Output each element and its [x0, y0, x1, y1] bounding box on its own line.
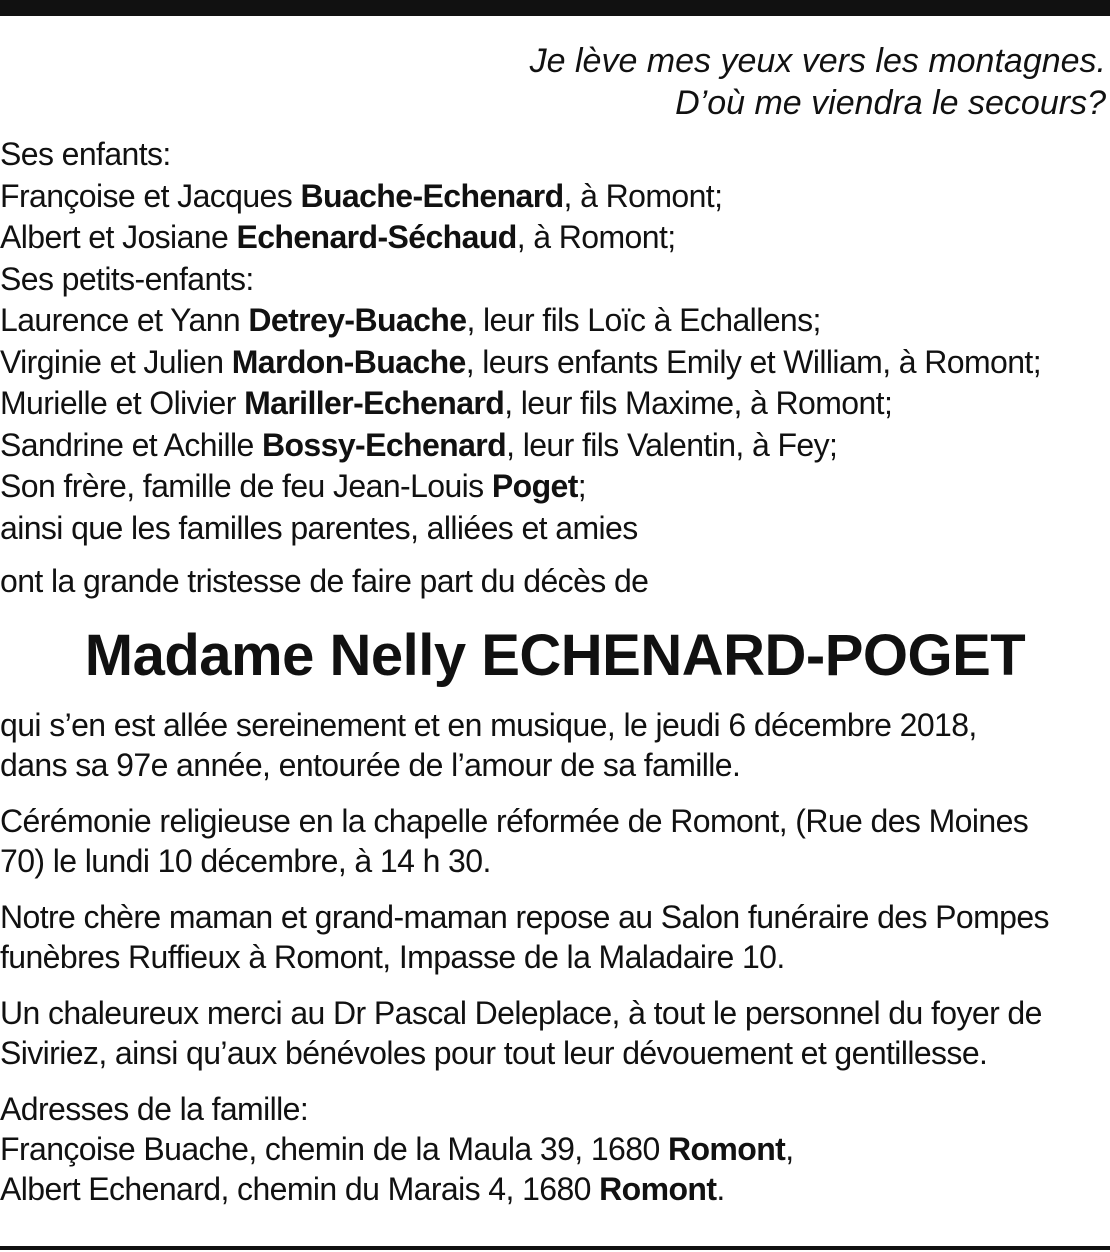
child-entry: [0, 217, 1110, 259]
children-heading: Ses enfants:: [0, 136, 171, 172]
brother-surname: Poget: [491, 468, 578, 504]
grandchild-surname: Detrey-Buache: [248, 302, 467, 338]
death-paragraph: [0, 705, 1110, 785]
brother-entry: [0, 466, 1110, 508]
address-entry: [0, 1169, 1110, 1209]
child-entry: [0, 176, 1110, 218]
verse-line-1: Je lève mes yeux vers les montagnes.: [529, 42, 1106, 80]
thanks-line-2: Siviriez, ainsi qu’aux bénévoles pour tout leur dévouement et gentillesse.: [0, 1034, 988, 1071]
families-line: ainsi que les familles parentes, alliées et amies: [0, 509, 638, 546]
deceased-name: Madame Nelly ECHENARD-POGET: [84, 622, 1026, 688]
verse-quote: [0, 40, 1110, 124]
rest-line-2: funèbres Ruffieux à Romont, Impasse de la Maladaire 10.: [0, 938, 785, 975]
child-place: , à Romont;: [516, 219, 676, 255]
address-text: Albert Echenard, chemin du Marais 4, 1680: [0, 1170, 600, 1207]
announcement-line: ont la grande tristesse de faire part du décès de: [0, 563, 649, 599]
child-place: , à Romont;: [563, 177, 723, 214]
grandchild-surname: Bossy-Echenard: [261, 426, 507, 463]
grandchild-names: Laurence et Yann: [0, 302, 249, 338]
grandchild-surname: Mardon-Buache: [231, 343, 466, 380]
addresses-heading: Adresses de la famille:: [0, 1090, 309, 1127]
grandchild-entry: [0, 383, 1110, 425]
ceremony-line-2: 70) le lundi 10 décembre, à 14 h 30.: [0, 842, 491, 879]
grandchildren-heading: Ses petits-enfants:: [0, 260, 254, 297]
obituary-notice: [0, 40, 1110, 1209]
grandchild-details: , leur fils Loïc à Echallens;: [466, 302, 821, 338]
grandchild-surname: Mariller-Echenard: [244, 385, 505, 421]
verse-line-2: D’où me viendra le secours?: [675, 84, 1106, 122]
grandchild-entry: [0, 342, 1110, 384]
grandchild-names: Virginie et Julien: [0, 343, 232, 380]
top-rule: [0, 0, 1110, 16]
bottom-rule: [0, 1246, 1110, 1250]
child-names: Françoise et Jacques: [0, 177, 301, 214]
brother-text: Son frère, famille de feu Jean-Louis: [0, 468, 492, 504]
address-city: Romont: [599, 1170, 717, 1207]
grandchild-details: , leur fils Maxime, à Romont;: [504, 385, 893, 421]
child-surname: Echenard-Séchaud: [236, 219, 517, 255]
grandchild-entry: [0, 425, 1110, 467]
rest-paragraph: [0, 897, 1110, 977]
family-list: [0, 134, 1110, 549]
thanks-line-1: Un chaleureux merci au Dr Pascal Deleplace, à tout le personnel du foyer de: [0, 994, 1042, 1031]
address-text: Françoise Buache, chemin de la Maula 39, 1680: [0, 1130, 668, 1167]
rest-line-1: Notre chère maman et grand-maman repose au Salon funéraire des Pompes: [0, 898, 1049, 935]
addresses-block: [0, 1089, 1110, 1209]
death-line-2: dans sa 97e année, entourée de l’amour de sa famille.: [0, 746, 741, 783]
address-punct: ,: [785, 1130, 794, 1167]
child-names: Albert et Josiane: [0, 219, 237, 255]
ceremony-paragraph: [0, 801, 1110, 881]
brother-punct: ;: [577, 468, 587, 504]
child-surname: Buache-Echenard: [300, 177, 564, 214]
address-punct: .: [716, 1170, 725, 1207]
grandchild-details: , leurs enfants Emily et William, à Romont;: [465, 343, 1041, 380]
thanks-paragraph: [0, 993, 1110, 1073]
grandchild-names: Sandrine et Achille: [0, 426, 262, 463]
grandchild-names: Murielle et Olivier: [0, 385, 245, 421]
address-entry: [0, 1129, 1110, 1169]
death-line-1: qui s’en est allée sereinement et en musique, le jeudi 6 décembre 2018,: [0, 706, 977, 743]
grandchild-entry: [0, 300, 1110, 342]
ceremony-line-1: Cérémonie religieuse en la chapelle réformée de Romont, (Rue des Moines: [0, 802, 1029, 839]
grandchild-details: , leur fils Valentin, à Fey;: [506, 426, 838, 463]
address-city: Romont: [667, 1130, 786, 1167]
